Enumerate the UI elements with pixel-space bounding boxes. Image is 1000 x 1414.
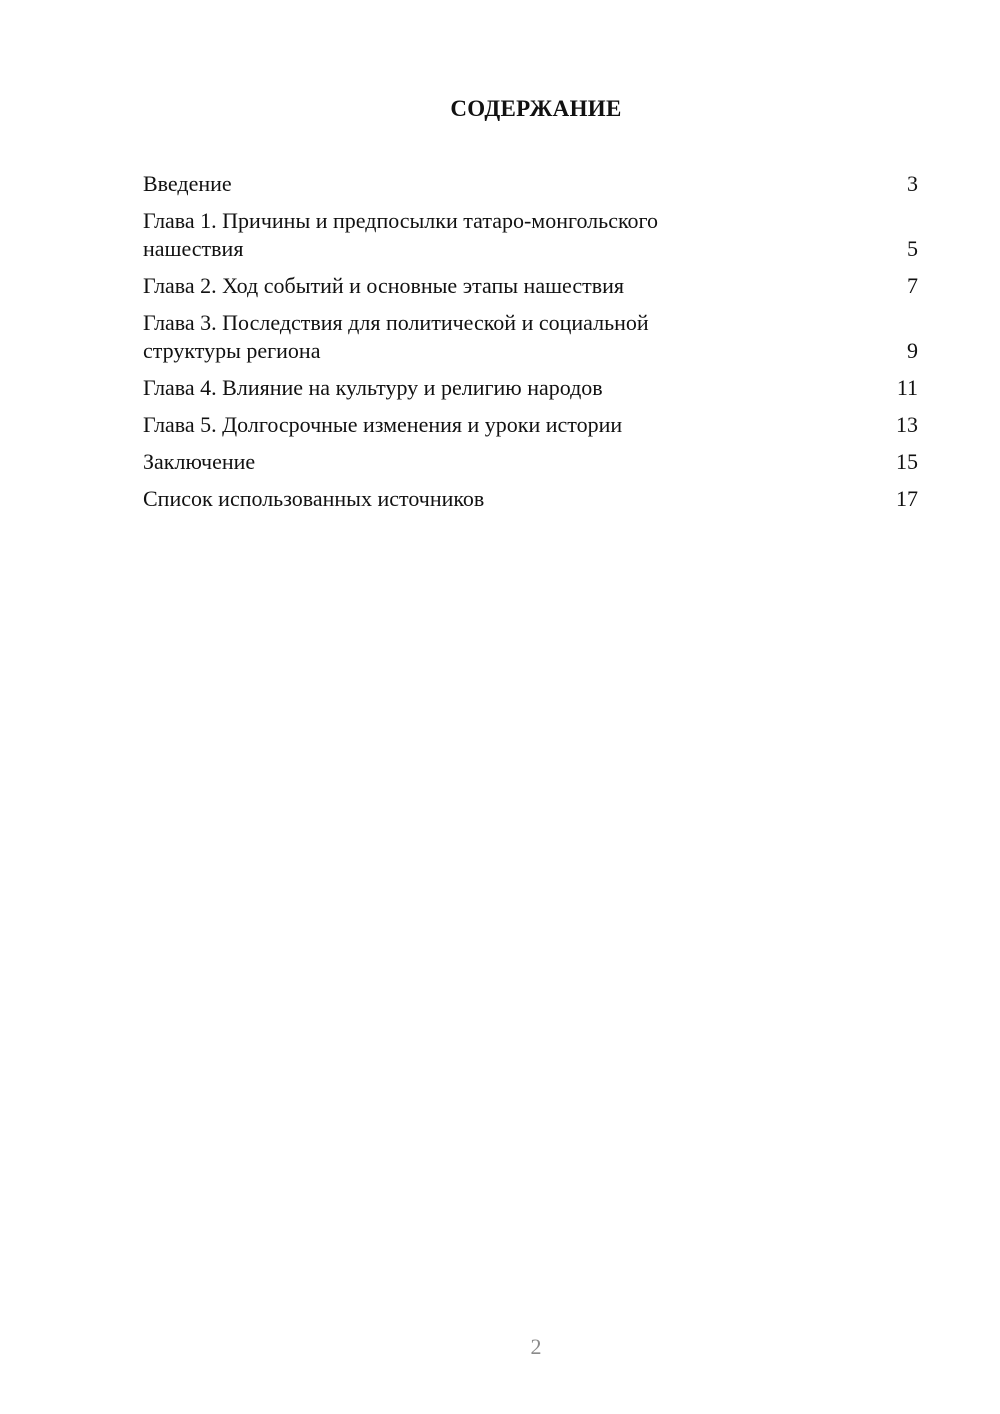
toc-entry-title: Глава 2. Ход событий и основные этапы нашествия <box>143 273 625 298</box>
table-of-contents <box>143 170 918 522</box>
toc-entry-page: 5 <box>907 236 918 261</box>
toc-entry-title: Глава 3. Последствия для политической и социальной структуры региона <box>143 310 649 363</box>
toc-entry-introduction <box>143 170 918 198</box>
toc-entry-title: Введение <box>143 171 232 196</box>
toc-entry-title: Глава 5. Долгосрочные изменения и уроки истории <box>143 412 623 437</box>
toc-entry-chapter-2 <box>143 272 918 300</box>
toc-entry-page: 15 <box>896 449 918 474</box>
toc-entry-title: Глава 4. Влияние на культуру и религию народов <box>143 375 603 400</box>
toc-entry-chapter-5 <box>143 411 918 439</box>
toc-entry-chapter-1 <box>143 207 918 263</box>
toc-entry-references <box>143 485 918 513</box>
toc-entry-title: Список использованных источников <box>143 486 485 511</box>
toc-entry-page: 13 <box>896 412 918 437</box>
toc-entry-title: Заключение <box>143 449 256 474</box>
toc-entry-conclusion <box>143 448 918 476</box>
toc-entry-title: Глава 1. Причины и предпосылки татаро-монгольского нашествия <box>143 208 659 261</box>
toc-entry-page: 17 <box>896 486 918 511</box>
toc-entry-page: 3 <box>907 171 918 196</box>
toc-entry-chapter-4 <box>143 374 918 402</box>
toc-entry-page: 11 <box>896 375 918 400</box>
toc-entry-page: 7 <box>907 273 918 298</box>
page-title: СОДЕРЖАНИЕ <box>450 96 622 121</box>
toc-entry-chapter-3 <box>143 309 918 365</box>
page-number: 2 <box>530 1334 542 1359</box>
toc-entry-page: 9 <box>907 338 918 363</box>
